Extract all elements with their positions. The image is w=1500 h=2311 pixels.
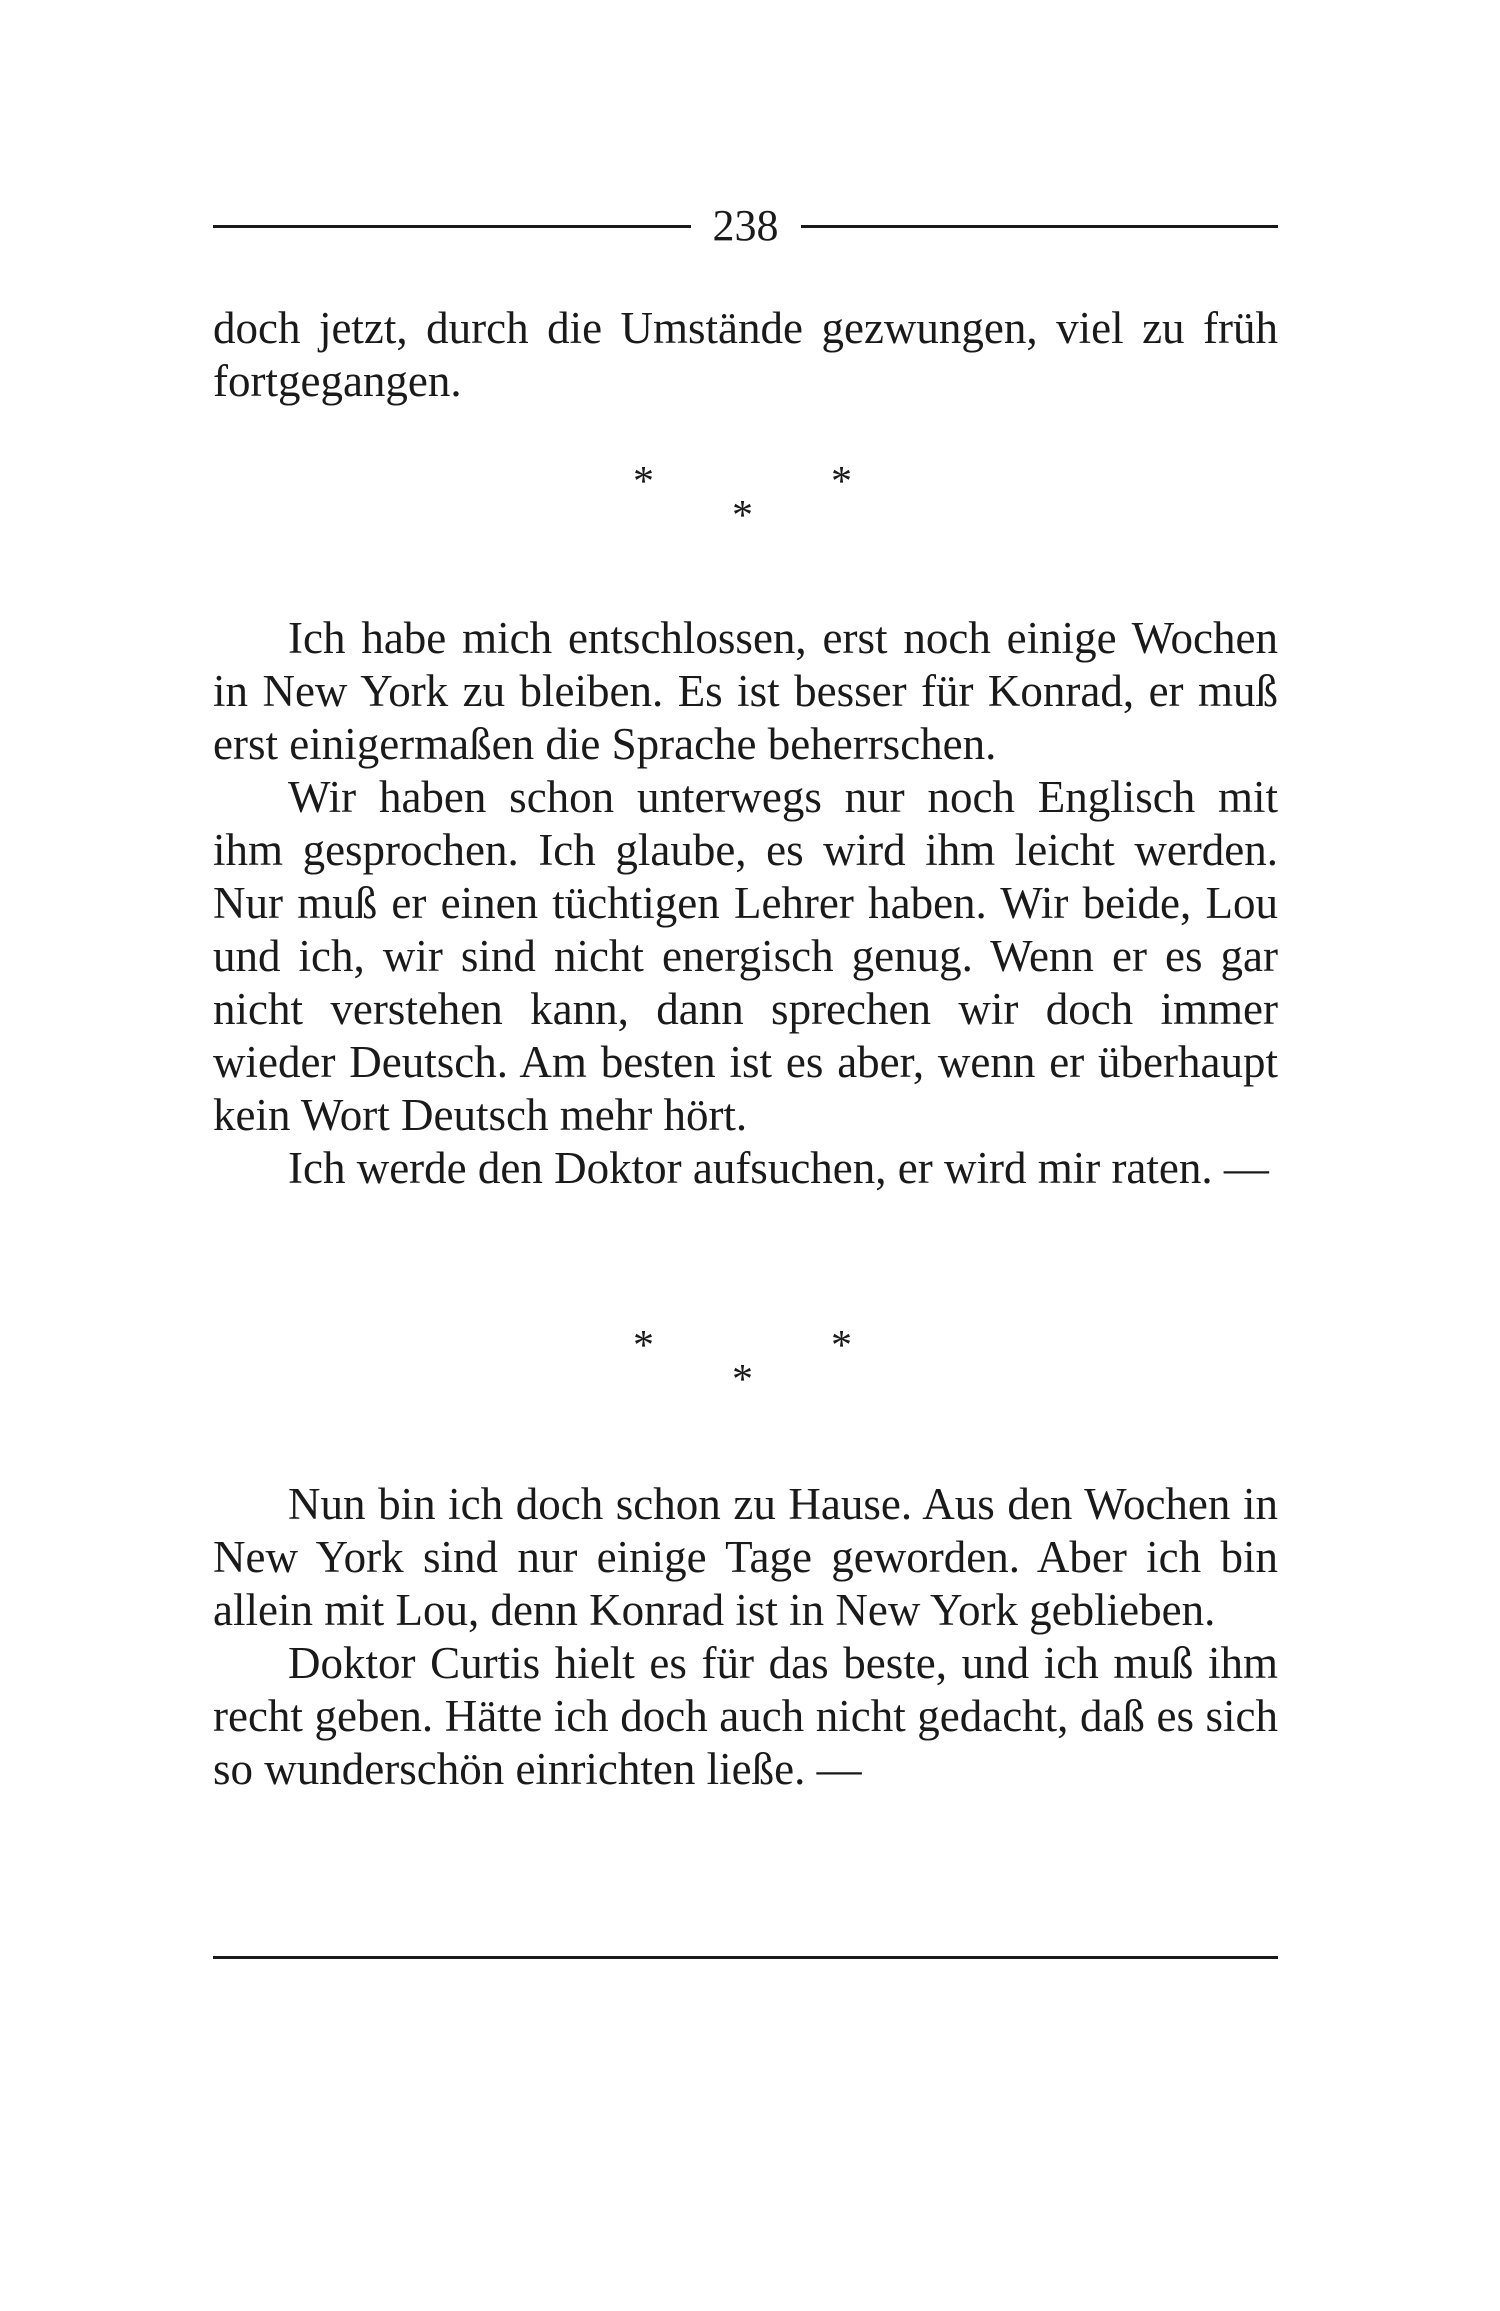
paragraph: Wir haben schon unterwegs nur noch Englisch mit ihm gesprochen. Ich glaube, es wird ihm leicht werden. Nur muß er einen tüchtigen Lehrer haben. Wir beide, Lou und ich, wir sind nicht energisch genug. Wenn er es gar nicht verstehen kann, dann sprechen wir doch immer wieder Deutsch. Am besten ist es aber, wenn er überhaupt kein Wort Deutsch mehr hört.	[213, 772, 1278, 1140]
section-separator-1	[213, 459, 1278, 539]
paragraph: Ich werde den Doktor aufsuchen, er wird mir raten. —	[288, 1143, 1269, 1193]
text-block-1	[213, 302, 1278, 408]
asterisk: *	[831, 1323, 852, 1369]
page-number: 238	[712, 201, 779, 250]
paragraph: Doktor Curtis hielt es für das beste, und ich muß ihm recht geben. Hätte ich doch auch nicht gedacht, daß es sich so wunderschön einrichten ließe. —	[213, 1638, 1278, 1794]
section-separator-2	[213, 1323, 1278, 1403]
page-header	[213, 198, 1278, 254]
footer-rule	[213, 1956, 1278, 1959]
text-block-2	[213, 612, 1278, 1195]
asterisk: *	[831, 459, 852, 505]
text-block-3	[213, 1478, 1278, 1796]
asterisk: *	[633, 1323, 654, 1369]
header-rule-left	[213, 225, 691, 228]
paragraph: doch jetzt, durch die Umstände gezwungen, viel zu früh fortgegangen.	[213, 303, 1278, 406]
paragraph: Nun bin ich doch schon zu Hause. Aus den Wochen in New York sind nur einige Tage geworden. Aber ich bin allein mit Lou, denn Konrad ist in New York geblieben.	[213, 1479, 1278, 1635]
header-rule-right	[801, 225, 1279, 228]
asterisk: *	[633, 459, 654, 505]
asterisk: *	[732, 1357, 753, 1403]
asterisk: *	[732, 493, 753, 539]
paragraph: Ich habe mich entschlossen, erst noch einige Wochen in New York zu bleiben. Es ist besser für Konrad, er muß erst einigermaßen die Sprache beherrschen.	[213, 613, 1278, 769]
